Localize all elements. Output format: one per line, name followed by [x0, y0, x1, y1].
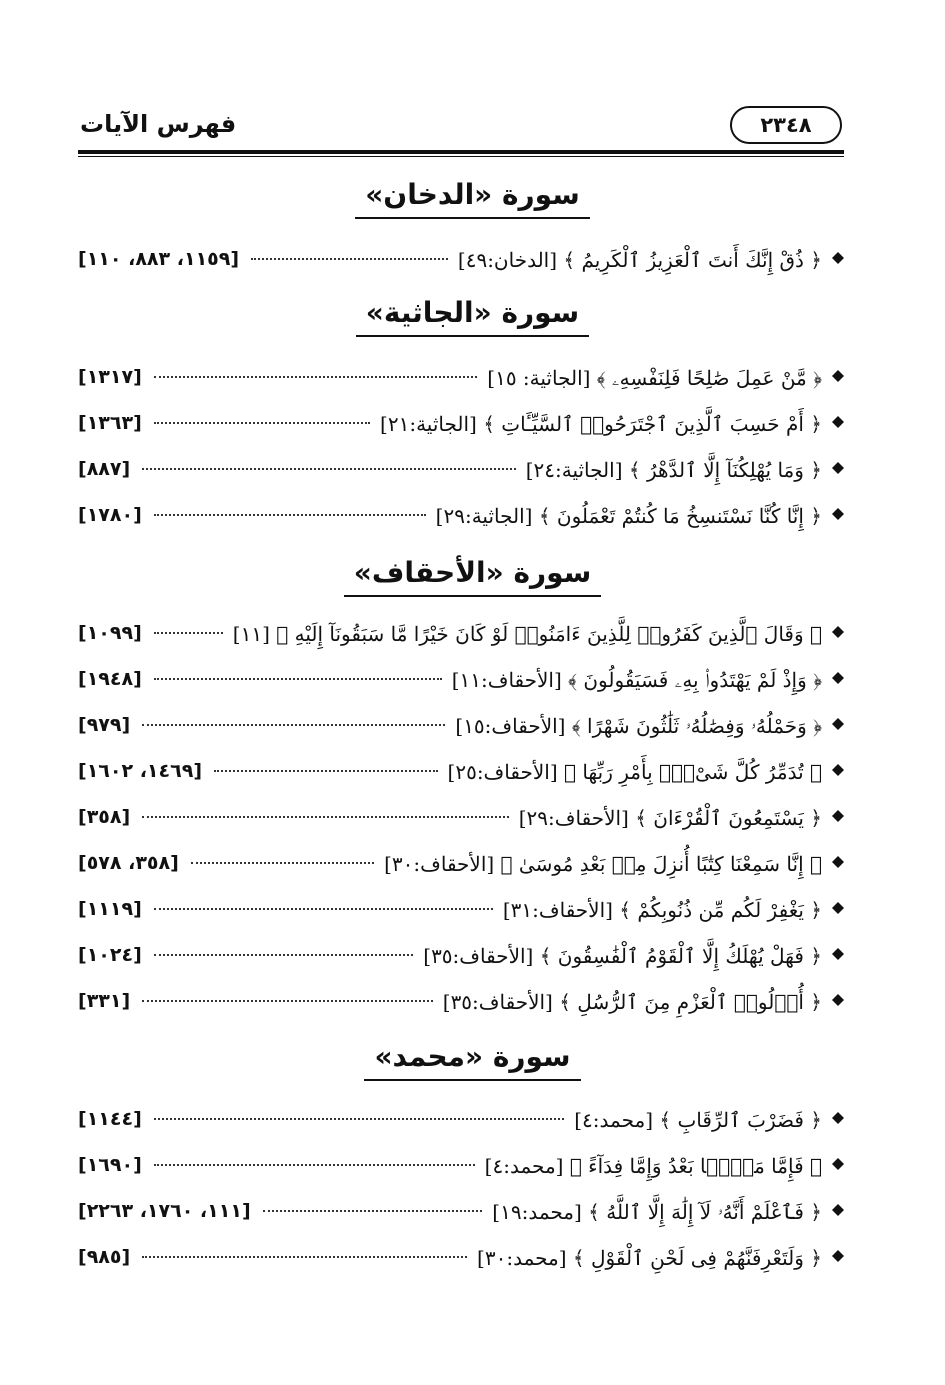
- page-references: [١٠٩٩]: [78, 622, 142, 644]
- page-references: [١١٤٤]: [78, 1108, 142, 1130]
- verse-text: ﴿ ذُقْ إِنَّكَ أَنتَ ٱلْعَزِيزُ ٱلْكَرِيمُ ﴾ [الدخان:٤٩]: [457, 248, 822, 272]
- surah-heading-muhammad: [0, 1040, 945, 1081]
- dot-leader: [191, 862, 374, 864]
- diamond-bullet-icon: [832, 626, 844, 638]
- verse-text: ﴿ إِنَّا كُنَّا نَسْتَنسِخُ مَا كُنتُمْ تَعْمَلُونَ ﴾ [الجاثية:٢٩]: [435, 504, 822, 528]
- surah-heading-dukhan: [0, 178, 945, 219]
- diamond-bullet-icon: [832, 252, 844, 264]
- page-references: [١٣١٧]: [78, 366, 142, 388]
- page-references: [١٤٦٩، ١٦٠٢]: [78, 760, 202, 782]
- page-references: [١١٥٩، ٨٨٣، ١١٠]: [78, 248, 240, 270]
- dot-leader: [142, 468, 516, 470]
- verse-row: [78, 500, 844, 540]
- dot-leader: [154, 1118, 564, 1120]
- dot-leader: [154, 908, 493, 910]
- verse-text: ﴿ فَضَرْبَ ٱلرِّقَابِ ﴾ [محمد:٤]: [574, 1108, 822, 1132]
- verse-row: [78, 940, 844, 980]
- diamond-bullet-icon: [832, 810, 844, 822]
- dot-leader: [154, 376, 478, 378]
- diamond-bullet-icon: [832, 1250, 844, 1262]
- verse-text: ﴿ وَحَمْلُهُۥ وَفِصَٰلُهُۥ ثَلَٰثُونَ شَهْرًا ﴾ [الأحقاف:١٥]: [455, 714, 822, 738]
- diamond-bullet-icon: [832, 370, 844, 382]
- verse-row: [78, 454, 844, 494]
- verse-text: ﴿ وَقَالَ ٱلَّذِينَ كَفَرُوا۟ لِلَّذِينَ ءَامَنُوا۟ لَوْ كَانَ خَيْرًا مَّا سَبَقُونَآ إِلَيْهِ ﴾ [١١]: [232, 622, 822, 646]
- page-references: [١٧٨٠]: [78, 504, 142, 526]
- surah-heading-jathiya: [0, 296, 945, 337]
- verse-text: ﴿ تُدَمِّرُ كُلَّ شَىْءٍۭ بِأَمْرِ رَبِّهَا ﴾ [الأحقاف:٢٥]: [447, 760, 822, 784]
- diamond-bullet-icon: [832, 902, 844, 914]
- verse-row: [78, 408, 844, 448]
- verse-text: ﴿ يَغْفِرْ لَكُم مِّن ذُنُوبِكُمْ ﴾ [الأحقاف:٣١]: [502, 898, 822, 922]
- verse-text: ﴿ فَٱعْلَمْ أَنَّهُۥ لَآ إِلَٰهَ إِلَّا ٱللَّهُ ﴾ [محمد:١٩]: [492, 1200, 822, 1224]
- surah-heading-text: سورة «الدخان»: [355, 178, 590, 219]
- page-references: [١١١، ١٧٦٠، ٢٢٦٣]: [78, 1200, 251, 1222]
- diamond-bullet-icon: [832, 508, 844, 520]
- surah-heading-text: سورة «الجاثية»: [356, 296, 589, 337]
- page-references: [٩٧٩]: [78, 714, 131, 736]
- page-references: [١٦٩٠]: [78, 1154, 142, 1176]
- dot-leader: [263, 1210, 483, 1212]
- verse-text: ﴿ فَإِمَّا مَنًّۢا بَعْدُ وَإِمَّا فِدَآءً ﴾ [محمد:٤]: [484, 1154, 822, 1178]
- page-references: [١٣٦٣]: [78, 412, 142, 434]
- verse-row: [78, 1150, 844, 1190]
- verse-row: [78, 362, 844, 402]
- surah-heading-ahqaf: [0, 556, 945, 597]
- page-references: [٣٣١]: [78, 990, 131, 1012]
- header-rule-thin: [78, 156, 844, 157]
- verse-text: ﴿ وَإِذْ لَمْ يَهْتَدُوا۟ بِهِۦ فَسَيَقُولُونَ ﴾ [الأحقاف:١١]: [451, 668, 822, 692]
- page-references: [٨٨٧]: [78, 458, 131, 480]
- diamond-bullet-icon: [832, 416, 844, 428]
- dot-leader: [154, 678, 442, 680]
- diamond-bullet-icon: [832, 994, 844, 1006]
- dot-leader: [142, 724, 445, 726]
- surah-heading-text: سورة «محمد»: [364, 1040, 580, 1081]
- verse-row: [78, 710, 844, 750]
- verse-text: ﴿ وَلَتَعْرِفَنَّهُمْ فِى لَحْنِ ٱلْقَوْلِ ﴾ [محمد:٣٠]: [477, 1246, 822, 1270]
- verse-row: [78, 848, 844, 888]
- verse-row: [78, 618, 844, 658]
- page-header: [78, 104, 844, 148]
- dot-leader: [142, 1000, 433, 1002]
- diamond-bullet-icon: [832, 672, 844, 684]
- verse-text: ﴿ مَّنْ عَمِلَ صَٰلِحًا فَلِنَفْسِهِۦ ﴾ [الجاثية: ١٥]: [487, 366, 822, 390]
- page-number-badge: ٢٣٤٨: [730, 106, 842, 144]
- page-references: [١٠٢٤]: [78, 944, 142, 966]
- dot-leader: [154, 632, 223, 634]
- page-references: [١٩٤٨]: [78, 668, 142, 690]
- dot-leader: [154, 1164, 475, 1166]
- verse-row: [78, 756, 844, 796]
- diamond-bullet-icon: [832, 856, 844, 868]
- surah-heading-text: سورة «الأحقاف»: [344, 556, 601, 597]
- dot-leader: [142, 1256, 467, 1258]
- page-references: [٣٥٨]: [78, 806, 131, 828]
- page-title: فهرس الآيات: [80, 110, 237, 138]
- dot-leader: [142, 816, 509, 818]
- verse-row: [78, 1242, 844, 1282]
- diamond-bullet-icon: [832, 948, 844, 960]
- verse-row: [78, 1104, 844, 1144]
- page-references: [١١١٩]: [78, 898, 142, 920]
- page-references: [٣٥٨، ٥٧٨]: [78, 852, 179, 874]
- dot-leader: [154, 954, 413, 956]
- page-references: [٩٨٥]: [78, 1246, 131, 1268]
- verse-row: [78, 1196, 844, 1236]
- verse-row: [78, 802, 844, 842]
- verse-text: ﴿ أُو۟لُوا۟ ٱلْعَزْمِ مِنَ ٱلرُّسُلِ ﴾ [الأحقاف:٣٥]: [442, 990, 822, 1014]
- dot-leader: [154, 514, 426, 516]
- diamond-bullet-icon: [832, 1112, 844, 1124]
- header-rule: [78, 150, 844, 154]
- diamond-bullet-icon: [832, 462, 844, 474]
- verse-text: ﴿ إِنَّا سَمِعْنَا كِتَٰبًا أُنزِلَ مِنۢ بَعْدِ مُوسَىٰ ﴾ [الأحقاف:٣٠]: [384, 852, 822, 876]
- verse-row: [78, 664, 844, 704]
- verse-row: [78, 986, 844, 1026]
- verse-row: [78, 894, 844, 934]
- diamond-bullet-icon: [832, 1158, 844, 1170]
- diamond-bullet-icon: [832, 764, 844, 776]
- verse-text: ﴿ أَمْ حَسِبَ ٱلَّذِينَ ٱجْتَرَحُوا۟ ٱلسَّيِّـَٔاتِ ﴾ [الجاثية:٢١]: [380, 412, 822, 436]
- dot-leader: [251, 258, 448, 260]
- diamond-bullet-icon: [832, 718, 844, 730]
- verse-row: [78, 244, 844, 284]
- diamond-bullet-icon: [832, 1204, 844, 1216]
- verse-text: ﴿ وَمَا يُهْلِكُنَآ إِلَّا ٱلدَّهْرُ ﴾ [الجاثية:٢٤]: [525, 458, 822, 482]
- verse-text: ﴿ يَسْتَمِعُونَ ٱلْقُرْءَانَ ﴾ [الأحقاف:٢٩]: [518, 806, 822, 830]
- dot-leader: [214, 770, 438, 772]
- dot-leader: [154, 422, 370, 424]
- verse-text: ﴿ فَهَلْ يُهْلَكُ إِلَّا ٱلْقَوْمُ ٱلْفَٰسِقُونَ ﴾ [الأحقاف:٣٥]: [423, 944, 822, 968]
